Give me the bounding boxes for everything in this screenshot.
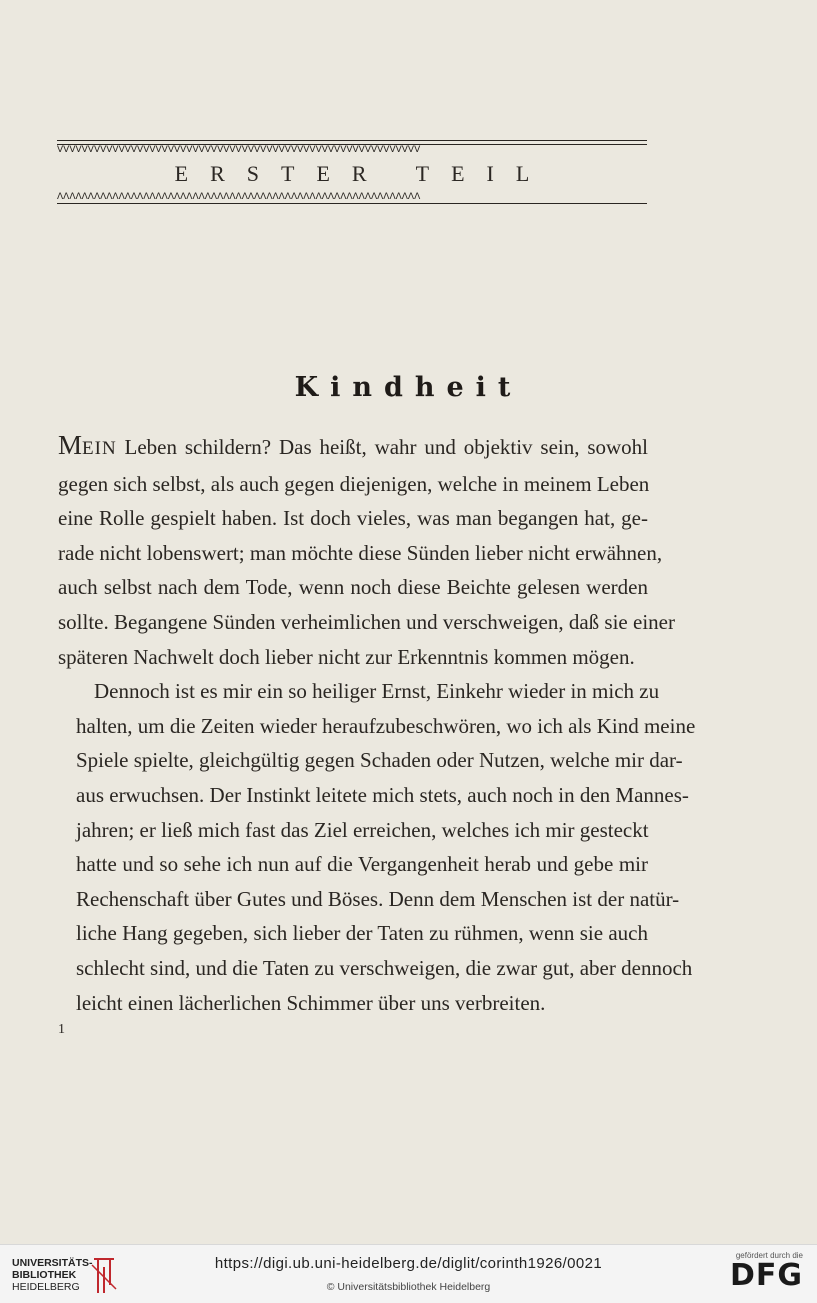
- footer-bar: [0, 1244, 817, 1303]
- funder-badge[interactable]: [723, 1251, 803, 1297]
- text-line: aus erwuchsen. Der Instinkt leitete mich stets, auch noch in den Mannes-: [76, 782, 689, 807]
- part-header: [57, 140, 647, 204]
- text-line: auch selbst nach dem Tode, wenn noch diese Beichte gelesen werden: [58, 575, 648, 600]
- text-line: eine Rolle gespielt haben. Ist doch vieles, was man begangen hat, ge-: [58, 506, 648, 531]
- text-line: halten, um die Zeiten wieder heraufzubeschwören, wo ich als Kind meine: [76, 713, 696, 738]
- text-line: hatte und so sehe ich nun auf die Vergangenheit herab und gebe mir: [76, 852, 648, 877]
- text-line: Rechenschaft über Gutes und Böses. Denn dem Menschen ist der natür-: [76, 886, 680, 911]
- copyright-notice: © Universitätsbibliothek Heidelberg: [326, 1281, 491, 1293]
- text-line: sollte. Begangene Sünden verheimlichen und verschweigen, daß sie einer: [58, 609, 675, 634]
- top-ornament: VVVVVVVVVVVVVVVVVVVVVVVVVVVVVVVVVVVVVVVVVVVVVVVVVVVVVVVVVVV: [57, 145, 421, 155]
- small-caps-word: EIN: [82, 438, 117, 459]
- paragraph-1: [58, 428, 675, 674]
- text-line: rade nicht lobenswert; man möchte diese Sünden lieber nicht erwähnen,: [58, 540, 663, 565]
- header-rule-top: [57, 140, 647, 141]
- dfg-logo: DFG: [729, 1258, 803, 1293]
- bottom-ornament: ΛΛΛΛΛΛΛΛΛΛΛΛΛΛΛΛΛΛΛΛΛΛΛΛΛΛΛΛΛΛΛΛΛΛΛΛΛΛΛΛΛΛΛΛΛΛΛΛΛΛΛΛΛΛΛΛΛΛΛ: [57, 192, 421, 202]
- drop-cap: M: [58, 430, 83, 460]
- text-line: Leben schildern? Das heißt, wahr und objektiv sein, sowohl: [116, 435, 648, 459]
- text-line: Spiele spielte, gleichgültig gegen Schaden oder Nutzen, welche mir dar-: [76, 748, 683, 773]
- funder-label: gefördert durch die: [735, 1251, 803, 1260]
- permalink-url[interactable]: https://digi.ub.uni-heidelberg.de/diglit/corinth1926/0021: [214, 1255, 603, 1272]
- chapter-title: Kindheit: [294, 372, 523, 403]
- text-line: gegen sich selbst, als auch gegen diejenigen, welche in meinem Leben: [58, 471, 650, 496]
- part-title: ERSTER TEIL: [174, 161, 552, 186]
- body-text: [58, 428, 696, 1020]
- paragraph-2: [58, 674, 696, 1020]
- text-line: leicht einen lächerlichen Schimmer über uns verbreiten.: [76, 990, 546, 1015]
- text-line: späteren Nachwelt doch lieber nicht zur Erkenntnis kommen mögen.: [58, 644, 635, 669]
- page-number: 1: [58, 1022, 65, 1037]
- text-line: Dennoch ist es mir ein so heiliger Ernst, Einkehr wieder in mich zu: [94, 679, 660, 704]
- text-line: liche Hang gegeben, sich lieber der Taten zu rühmen, wenn sie auch: [76, 921, 648, 946]
- text-line: schlecht sind, und die Taten zu verschweigen, die zwar gut, aber dennoch: [76, 955, 693, 980]
- library-name: UNIVERSITÄTS- BIBLIOTHEK HEIDELBERG: [12, 1257, 93, 1293]
- text-line: jahren; er ließ mich fast das Ziel erreichen, welches ich mir gesteckt: [76, 817, 649, 842]
- header-rule-bottom: [57, 203, 647, 204]
